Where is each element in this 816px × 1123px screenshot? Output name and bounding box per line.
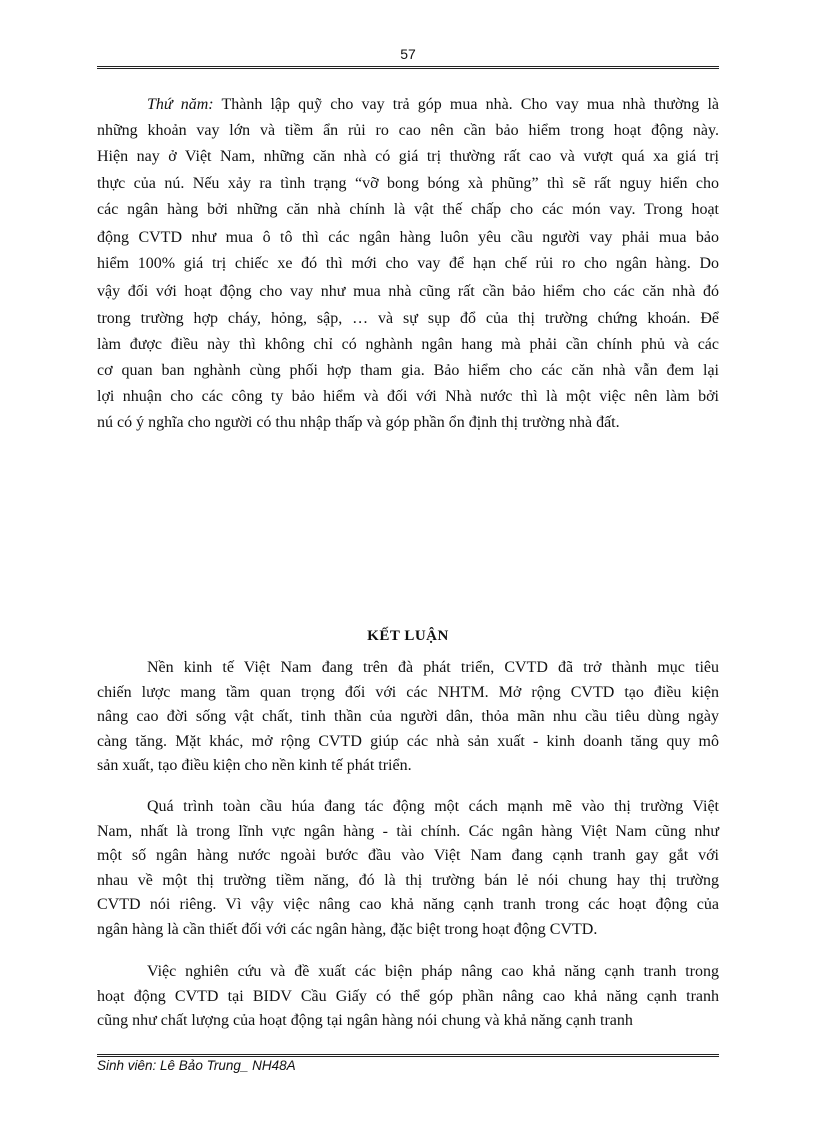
- paragraph-line: nú có ý nghĩa cho người có thu nhập thấp và góp phần ổn định thị trường nhà đất.: [97, 414, 620, 432]
- paragraph-line: càng tăng. Mặt khác, mở rộng CVTD giúp các nhà sản xuất - kinh doanh tăng quy mô: [97, 732, 719, 750]
- paragraph-line: thực của nú. Nếu xảy ra tình trạng “vỡ bong bóng xà phũng” thì sẽ rất nguy hiển cho: [97, 174, 719, 192]
- paragraph-line: Việc nghiên cứu và đề xuất các biện pháp nâng cao khả năng cạnh tranh trong: [147, 963, 719, 980]
- paragraph-line: vậy đối với hoạt động cho vay như mua nhà cũng rất cần bảo hiểm cho các căn nhà đó: [97, 283, 719, 301]
- conclusion-paragraph-3: [97, 960, 719, 1034]
- paragraph-line: Quá trình toàn cầu húa đang tác động một cách mạnh mẽ vào thị trường Việt: [147, 798, 719, 815]
- paragraph-line: Nền kinh tế Việt Nam đang trên đà phát triển, CVTD đã trở thành mục tiêu: [147, 659, 719, 676]
- intro-paragraph: [97, 92, 719, 437]
- header-rule: [97, 66, 719, 69]
- paragraph-line: CVTD nói riêng. Vì vậy việc nâng cao khả năng cạnh tranh trong các hoạt động của: [97, 896, 719, 914]
- paragraph-line: hoạt động CVTD tại BIDV Cầu Giấy có thể góp phần nâng cao khả năng cạnh tranh: [97, 987, 719, 1005]
- paragraph-line: nhau về một thị trường tiềm năng, đó là thị trường bán lẻ nói chung hay thị trường: [97, 871, 719, 889]
- lead-label: Thứ năm:: [147, 96, 214, 113]
- footer-author: Sinh viên: Lê Bảo Trung_ NH48A: [97, 1058, 296, 1073]
- paragraph-line: những khoản vay lớn và tiềm ẩn rủi ro cao nên cần bảo hiểm trong hoạt động này.: [97, 122, 719, 140]
- paragraph-line: Hiện nay ở Việt Nam, những căn nhà có giá trị thường rất cao và vượt quá xa giá trị: [97, 148, 719, 166]
- conclusion-paragraph-2: [97, 795, 719, 943]
- paragraph-line: cũng như chất lượng của hoạt động tại ngân hàng nói chung và khả năng cạnh tranh: [97, 1012, 633, 1030]
- paragraph-line: động CVTD như mua ô tô thì các ngân hàng luôn yêu cầu người vay phải mua bảo: [97, 229, 719, 247]
- paragraph-line: sản xuất, tạo điều kiện cho nền kinh tế phát triển.: [97, 757, 412, 775]
- conclusion-paragraph-1: [97, 656, 719, 779]
- paragraph-line: các ngân hàng bởi những căn nhà chính là vật thế chấp cho các món vay. Trong hoạt: [97, 200, 719, 218]
- paragraph-line: trong trường hợp cháy, hỏng, sập, … và sự sụp đổ của thị trường chứng khoán. Để: [97, 309, 719, 327]
- paragraph-line: Thứ năm: Thành lập quỹ cho vay trả góp mua nhà. Cho vay mua nhà thường là: [147, 96, 719, 113]
- paragraph-line: một số ngân hàng nước ngoài bước đầu vào Việt Nam đang cạnh tranh gay gắt với: [97, 847, 719, 865]
- footer-rule: [97, 1054, 719, 1057]
- section-heading: KẾT LUẬN: [367, 628, 449, 644]
- paragraph-line: hiểm 100% giá trị chiếc xe đó thì mới cho vay để hạn chế rủi ro cho ngân hàng. Do: [97, 255, 719, 273]
- page-number: 57: [400, 46, 416, 62]
- paragraph-line: ngân hàng là cần thiết đối với các ngân hàng, đặc biệt trong hoạt động CVTD.: [97, 920, 598, 938]
- paragraph-line: cơ quan ban nghành cùng phối hợp tham gia. Bảo hiểm cho các căn nhà vẫn đem lại: [97, 362, 719, 380]
- paragraph-line: làm được điều này thì không chỉ có nghành ngân hang mà phải cần chính phủ và các: [97, 335, 719, 353]
- paragraph-line: chiến lược mang tầm quan trọng đối với các NHTM. Mở rộng CVTD tạo điều kiện: [97, 683, 719, 701]
- paragraph-line: Nam, nhất là trong lĩnh vực ngân hàng - tài chính. Các ngân hàng Việt Nam cũng như: [97, 822, 719, 840]
- paragraph-line: lợi nhuận cho các công ty bảo hiểm và đối với Nhà nước thì là một việc nên làm bởi: [97, 388, 719, 406]
- paragraph-line: nâng cao đời sống vật chất, tinh thần của người dân, thỏa mãn nhu cầu tiêu dùng ngày: [97, 708, 719, 726]
